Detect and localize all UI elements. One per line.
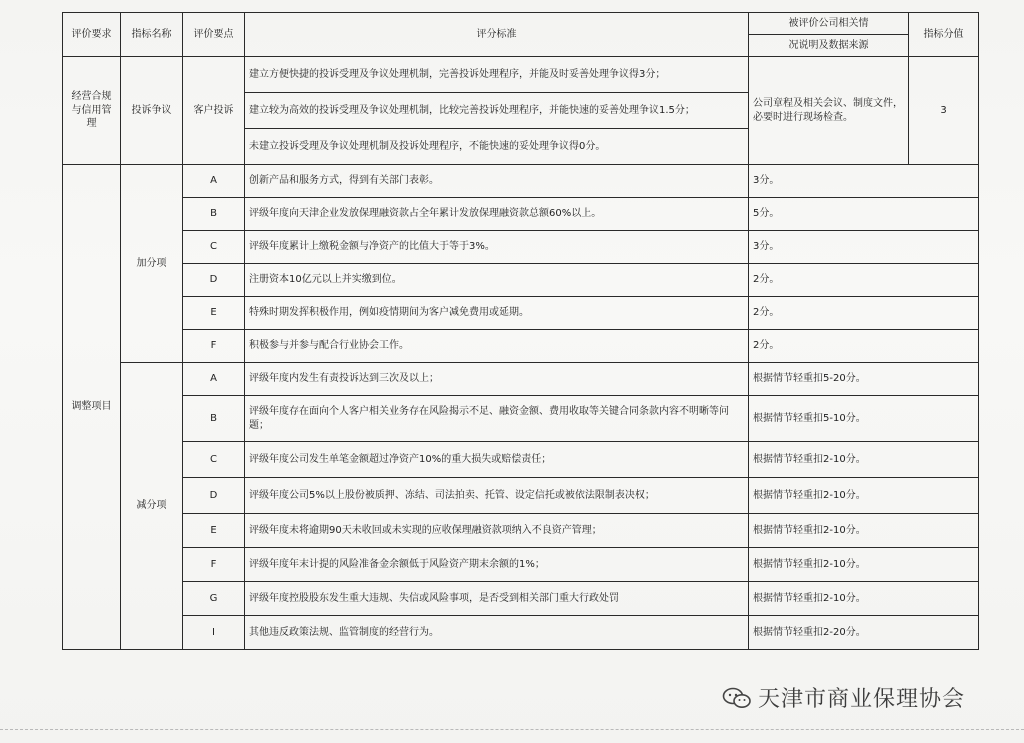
item-key: A — [183, 165, 245, 198]
item-text: 其他违反政策法规、监管制度的经营行为。 — [245, 616, 749, 650]
header-indicator: 指标名称 — [121, 13, 183, 57]
indicator-cell: 投诉争议 — [121, 57, 183, 165]
page-edge-line — [0, 729, 1024, 731]
item-key: C — [183, 442, 245, 478]
table-row — [63, 363, 979, 396]
table-row — [63, 198, 979, 231]
item-key: B — [183, 198, 245, 231]
item-score: 根据情节轻重扣2-10分。 — [749, 582, 979, 616]
watermark-text: 天津市商业保理协会 — [758, 687, 966, 712]
header-point: 评价要点 — [183, 13, 245, 57]
table-row — [63, 616, 979, 650]
item-key: F — [183, 548, 245, 582]
header-criteria: 评分标准 — [245, 13, 749, 57]
table-row — [63, 478, 979, 514]
item-score: 3分。 — [749, 165, 979, 198]
table-row — [63, 582, 979, 616]
item-text: 评级年度累计上缴税金额与净资产的比值大于等于3%。 — [245, 231, 749, 264]
item-text: 评级年度公司5%以上股份被质押、冻结、司法拍卖、托管、设定信托或被依法限制表决权； — [245, 478, 749, 514]
penalty-label-cell: 减分项 — [121, 363, 183, 650]
item-score: 根据情节轻重扣2-20分。 — [749, 616, 979, 650]
table-row — [63, 548, 979, 582]
item-text: 创新产品和服务方式，得到有关部门表彰。 — [245, 165, 749, 198]
item-score: 根据情节轻重扣2-10分。 — [749, 514, 979, 548]
item-text: 注册资本10亿元以上并实缴到位。 — [245, 264, 749, 297]
table-row — [63, 514, 979, 548]
bonus-label-cell: 加分项 — [121, 165, 183, 363]
item-text: 评级年度存在面向个人客户相关业务存在风险揭示不足、融资金额、费用收取等关键合同条款内容不明晰等问题； — [245, 396, 749, 442]
item-score: 5分。 — [749, 198, 979, 231]
adjust-label-cell: 调整项目 — [63, 165, 121, 650]
item-score: 根据情节轻重扣2-10分。 — [749, 442, 979, 478]
item-score: 3分。 — [749, 231, 979, 264]
item-text: 积极参与并参与配合行业协会工作。 — [245, 330, 749, 363]
criteria-cell: 建立较为高效的投诉受理及争议处理机制，比较完善投诉处理程序，并能快速的妥善处理争议1.5分； — [245, 93, 749, 129]
table-row — [63, 442, 979, 478]
item-key: E — [183, 297, 245, 330]
table-row — [63, 297, 979, 330]
table-row — [63, 231, 979, 264]
item-text: 评级年度向天津企业发放保理融资款占全年累计发放保理融资款总额60%以上。 — [245, 198, 749, 231]
item-text: 特殊时期发挥积极作用，例如疫情期间为客户减免费用或延期。 — [245, 297, 749, 330]
item-key: C — [183, 231, 245, 264]
item-text: 评级年度年末计提的风险准备金余额低于风险资产期末余额的1%； — [245, 548, 749, 582]
item-text: 评级年度内发生有责投诉达到三次及以上； — [245, 363, 749, 396]
item-score: 根据情节轻重扣2-10分。 — [749, 478, 979, 514]
header-source-line2: 况说明及数据来源 — [749, 35, 909, 57]
item-score: 2分。 — [749, 297, 979, 330]
item-key: E — [183, 514, 245, 548]
item-score: 根据情节轻重扣5-20分。 — [749, 363, 979, 396]
item-key: D — [183, 264, 245, 297]
item-score: 2分。 — [749, 330, 979, 363]
table-row — [63, 165, 979, 198]
header-requirement: 评价要求 — [63, 13, 121, 57]
item-key: G — [183, 582, 245, 616]
score-cell: 3 — [909, 57, 979, 165]
item-score: 根据情节轻重扣2-10分。 — [749, 548, 979, 582]
table-row — [63, 264, 979, 297]
criteria-cell: 建立方便快捷的投诉受理及争议处理机制，完善投诉处理程序，并能及时妥善处理争议得3分； — [245, 57, 749, 93]
item-key: F — [183, 330, 245, 363]
evaluation-table — [62, 12, 979, 650]
source-cell: 公司章程及相关会议、制度文件，必要时进行现场检查。 — [749, 57, 909, 165]
header-row — [63, 13, 979, 35]
item-key: B — [183, 396, 245, 442]
criteria-cell: 未建立投诉受理及争议处理机制及投诉处理程序，不能快速的妥处理争议得0分。 — [245, 129, 749, 165]
table-row — [63, 330, 979, 363]
item-text: 评级年度控股股东发生重大违规、失信或风险事项，是否受到相关部门重大行政处罚 — [245, 582, 749, 616]
header-score: 指标分值 — [909, 13, 979, 57]
wechat-icon — [722, 686, 752, 710]
item-key: A — [183, 363, 245, 396]
item-text: 评级年度公司发生单笔金额超过净资产10%的重大损失或赔偿责任； — [245, 442, 749, 478]
item-key: D — [183, 478, 245, 514]
item-score: 2分。 — [749, 264, 979, 297]
header-source-line1: 被评价公司相关情 — [749, 13, 909, 35]
item-score: 根据情节轻重扣5-10分。 — [749, 396, 979, 442]
requirement-cell: 经营合规与信用管理 — [63, 57, 121, 165]
item-text: 评级年度未将逾期90天未收回或未实现的应收保理融资款项纳入不良资产管理； — [245, 514, 749, 548]
point-cell: 客户投诉 — [183, 57, 245, 165]
table-row — [63, 57, 979, 93]
watermark — [722, 682, 965, 713]
item-key: I — [183, 616, 245, 650]
table-row — [63, 396, 979, 442]
